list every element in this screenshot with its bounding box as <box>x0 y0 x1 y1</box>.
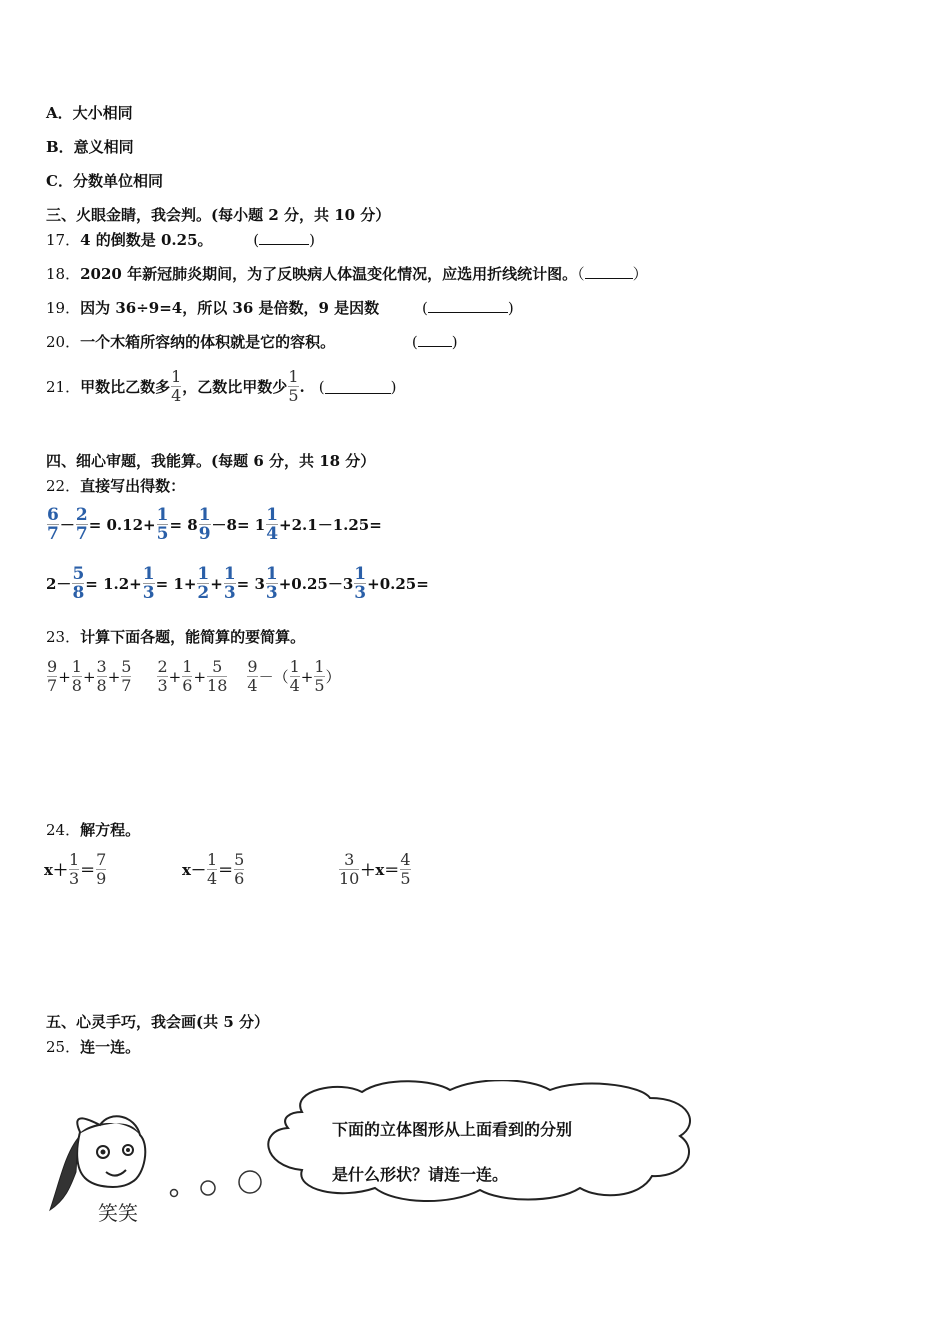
r1-fraction-1 <box>47 506 59 543</box>
ea-f1 <box>47 658 57 695</box>
section3-heading: 三、火眼金睛，我会判。(每小题 2 分，共 10 分） <box>46 206 391 224</box>
eq3-f-d: 10 <box>339 869 360 888</box>
cloud-text-line-1: 下面的立体图形从上面看到的分别 <box>332 1120 573 1139</box>
r1-f2-n: 2 <box>75 505 88 525</box>
q21-fraction-1 <box>171 368 181 405</box>
ea-f4-n: 5 <box>121 657 132 676</box>
r2-fraction-4 <box>224 565 236 602</box>
r1-f1-d: 7 <box>47 524 59 544</box>
q24-number: 24． <box>46 821 81 839</box>
r2-f6-d: 3 <box>354 583 367 603</box>
ea-f3 <box>97 658 107 695</box>
r2-text-3: = 3 <box>236 574 265 593</box>
q17-paren-right: ) <box>309 231 316 249</box>
r1-f3-d: 5 <box>156 524 169 544</box>
ec-f1-n: 9 <box>247 657 258 676</box>
section5-heading: 五、心灵手巧，我会画(共 5 分） <box>46 1013 269 1031</box>
q21-paren-left: ( <box>318 377 325 396</box>
ec-f1 <box>247 658 257 695</box>
question-22 <box>46 476 185 496</box>
ec-f3-d: 5 <box>314 676 325 695</box>
q21-text-1: 甲数比乙数多 <box>80 378 171 396</box>
eq1-f-n: 1 <box>68 850 80 869</box>
q17-text: 4 的倒数是 0.25。 <box>80 231 213 249</box>
q21-f2-numerator: 1 <box>288 367 299 386</box>
r2-plus: + <box>210 574 223 593</box>
equation-3 <box>338 851 412 888</box>
ea-plus-1: + <box>58 667 71 686</box>
question-23 <box>46 627 305 647</box>
girl-label: 笑笑 <box>98 1201 138 1225</box>
eq2-result <box>234 851 244 888</box>
q19-answer-blank[interactable] <box>428 298 508 313</box>
eb-f3 <box>207 658 227 695</box>
ea-f1-n: 9 <box>47 657 58 676</box>
thought-dot-small <box>171 1190 178 1197</box>
q18-answer-blank[interactable] <box>585 264 633 279</box>
r2-text-1: = 1.2+ <box>85 574 142 593</box>
ea-f4 <box>121 658 131 695</box>
question-24 <box>46 820 140 840</box>
ea-plus-3: + <box>107 667 121 686</box>
cloud-text-line-2: 是什么形状？请连一连。 <box>332 1165 509 1184</box>
r1-text-3: －8= 1 <box>211 516 266 534</box>
r1-f5-d: 4 <box>266 524 279 544</box>
eq1-r-n: 7 <box>96 850 107 869</box>
question-17 <box>46 230 315 250</box>
r1-fraction-4 <box>199 506 211 543</box>
q19-text: 因为 36÷9=4，所以 36 是倍数，9 是因数 <box>80 299 380 317</box>
ea-plus-2: + <box>82 667 96 686</box>
eq3-fraction <box>339 851 359 888</box>
q20-answer-blank[interactable] <box>418 332 452 347</box>
ec-plus: + <box>300 667 314 686</box>
question-18 <box>46 264 648 284</box>
r2-f2-n: 1 <box>142 564 155 584</box>
r2-f1-d: 8 <box>72 583 85 603</box>
eb-f1 <box>157 658 167 695</box>
expr-a <box>46 658 132 695</box>
option-a: A．大小相同 <box>46 104 133 122</box>
question-20 <box>46 332 458 352</box>
q17-number: 17． <box>46 231 81 249</box>
ea-f4-d: 7 <box>121 676 132 695</box>
equation-1 <box>44 851 107 888</box>
q21-paren-right: ) <box>390 377 397 396</box>
eb-f2-d: 6 <box>182 676 193 695</box>
illustration <box>40 1080 720 1240</box>
ea-f3-n: 3 <box>96 657 107 676</box>
r2-fraction-3 <box>197 565 209 602</box>
eq1-fraction <box>69 851 79 888</box>
r2-f4-n: 1 <box>223 564 236 584</box>
r2-f1-n: 5 <box>72 564 85 584</box>
r2-f3-n: 1 <box>197 564 210 584</box>
eq2-fraction <box>207 851 217 888</box>
q22-number: 22． <box>46 477 81 495</box>
eb-plus-2: + <box>193 667 207 686</box>
q22-row-2 <box>46 565 429 602</box>
eq2-f-n: 1 <box>206 850 218 869</box>
q20-paren-right: ) <box>451 333 458 351</box>
expr-b <box>156 658 228 695</box>
ec-f3-n: 1 <box>314 657 325 676</box>
q18-number: 18． <box>46 265 81 283</box>
eb-f3-d: 18 <box>207 676 228 695</box>
question-25 <box>46 1037 140 1057</box>
eq3-r-d: 5 <box>400 869 411 888</box>
ec-minus: － <box>258 668 274 686</box>
q21-f1-numerator: 1 <box>171 367 182 386</box>
eq1-f-d: 3 <box>68 869 80 888</box>
eb-f1-n: 2 <box>157 657 168 676</box>
r2-fraction-6 <box>354 565 366 602</box>
r1-f1-n: 6 <box>47 505 59 525</box>
q17-paren-left: ( <box>253 231 260 249</box>
eq3-f-n: 3 <box>344 850 355 869</box>
r1-f5-n: 1 <box>266 505 279 525</box>
q23-expressions <box>46 658 341 695</box>
ea-f2-d: 8 <box>71 676 82 695</box>
q19-paren-left: ( <box>421 299 428 317</box>
q19-number: 19． <box>46 299 81 317</box>
option-b: B．意义相同 <box>46 138 134 156</box>
r2-text-5: +0.25= <box>367 574 429 593</box>
thought-dot-large <box>239 1171 261 1193</box>
r1-f3-n: 1 <box>156 505 169 525</box>
eb-f3-n: 5 <box>212 657 223 676</box>
r2-text-2: = 1+ <box>155 574 197 593</box>
eq2-r-d: 6 <box>234 869 245 888</box>
ea-f2 <box>72 658 82 695</box>
eb-f2-n: 1 <box>182 657 193 676</box>
ec-f2 <box>290 658 300 695</box>
q21-fraction-2 <box>288 368 298 405</box>
ec-f2-n: 1 <box>289 657 300 676</box>
ea-f2-n: 1 <box>71 657 82 676</box>
eb-f2 <box>182 658 192 695</box>
q25-number: 25． <box>46 1038 81 1056</box>
r2-f3-d: 2 <box>197 583 210 603</box>
r1-minus: － <box>59 516 75 534</box>
eb-plus-1: + <box>168 667 182 686</box>
q20-paren-left: ( <box>411 333 418 351</box>
ea-f1-d: 7 <box>47 676 58 695</box>
r1-f4-d: 9 <box>198 524 211 544</box>
eq3-middle: ＋x＝ <box>360 861 400 879</box>
eq2-prefix: x－ <box>182 861 206 879</box>
q23-text: 计算下面各题，能简算的要简算。 <box>80 628 306 646</box>
q21-number: 21． <box>46 378 81 396</box>
eq3-r-n: 4 <box>400 850 411 869</box>
ea-f3-d: 8 <box>96 676 107 695</box>
equation-2 <box>182 851 245 888</box>
ec-f2-d: 4 <box>289 676 300 695</box>
q18-paren-right: ） <box>632 265 648 283</box>
ec-paren-right: ） <box>325 668 341 686</box>
girl-illustration <box>50 1116 145 1210</box>
r1-text-4: +2.1－1.25= <box>279 516 382 534</box>
section4-heading: 四、细心审题，我能算。(每题 6 分，共 18 分） <box>46 452 376 470</box>
eb-f1-d: 3 <box>157 676 168 695</box>
eq2-r-n: 5 <box>234 850 245 869</box>
q25-text: 连一连。 <box>80 1038 141 1056</box>
q23-number: 23． <box>46 628 81 646</box>
q22-row-1 <box>46 506 382 543</box>
r2-text-4: +0.25－3 <box>278 575 354 593</box>
q24-text: 解方程。 <box>80 821 141 839</box>
q21-text-3: . <box>299 377 305 396</box>
q20-number: 20． <box>46 333 81 351</box>
ec-paren-left: （ <box>273 668 289 686</box>
r2-fraction-5 <box>266 565 278 602</box>
eq1-prefix: x＋ <box>44 861 68 879</box>
option-c: C．分数单位相同 <box>46 172 163 190</box>
r1-f4-n: 1 <box>198 505 211 525</box>
q21-answer-blank[interactable] <box>325 379 391 394</box>
r1-text-2: = 8 <box>169 515 198 534</box>
q18-paren-left: （ <box>577 265 585 283</box>
eq1-equals: ＝ <box>80 861 96 879</box>
eq2-equals: ＝ <box>218 861 234 879</box>
q22-text: 直接写出得数： <box>80 477 186 495</box>
q19-paren-right: ) <box>507 299 514 317</box>
r1-fraction-2 <box>76 506 88 543</box>
thought-dot-medium <box>201 1181 215 1195</box>
q21-f1-denominator: 4 <box>171 386 182 405</box>
q20-text: 一个木箱所容纳的体积就是它的容积。 <box>80 333 336 351</box>
ec-f3 <box>314 658 324 695</box>
r1-fraction-3 <box>157 506 169 543</box>
q21-f2-denominator: 5 <box>288 386 299 405</box>
r1-f2-d: 7 <box>75 524 88 544</box>
ec-f1-d: 4 <box>247 676 258 695</box>
r2-f2-d: 3 <box>142 583 155 603</box>
q21-text-2: ，乙数比甲数少 <box>182 378 288 396</box>
q18-text: 2020 年新冠肺炎期间，为了反映病人体温变化情况，应选用折线统计图。 <box>80 265 578 283</box>
r1-fraction-5 <box>266 506 278 543</box>
eq2-f-d: 4 <box>206 869 218 888</box>
r2-text-0: 2－ <box>46 575 72 593</box>
r2-fraction-1 <box>72 565 84 602</box>
r2-f5-d: 3 <box>265 583 278 603</box>
question-19 <box>46 298 514 318</box>
eq1-result <box>96 851 106 888</box>
eq3-result <box>400 851 410 888</box>
r2-f6-n: 1 <box>354 564 367 584</box>
r2-f5-n: 1 <box>265 564 278 584</box>
r1-text-1: = 0.12+ <box>88 515 156 534</box>
eq1-r-d: 9 <box>96 869 107 888</box>
r2-fraction-2 <box>143 565 155 602</box>
r2-f4-d: 3 <box>223 583 236 603</box>
question-21 <box>46 368 396 405</box>
expr-c <box>246 658 340 695</box>
q17-answer-blank[interactable] <box>259 230 309 245</box>
